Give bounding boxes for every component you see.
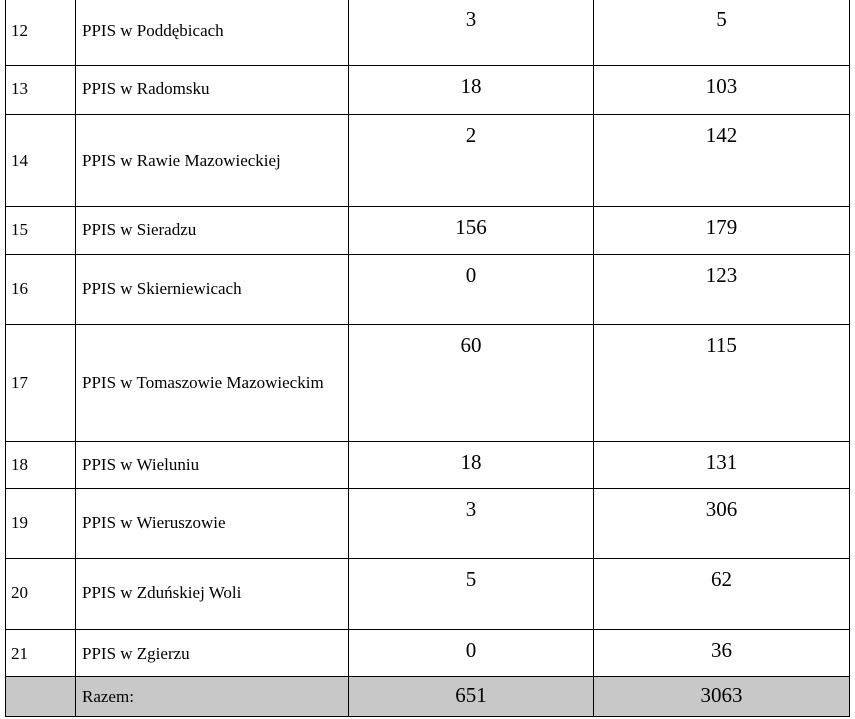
row-value-a: 0 [465, 638, 477, 662]
row-number: 16 [11, 279, 28, 298]
table-row [5, 325, 850, 442]
row-value-b: 123 [705, 263, 738, 287]
row-value-b: 115 [706, 333, 737, 357]
row-number: 14 [11, 151, 28, 170]
row-number: 17 [11, 373, 28, 392]
cell-number [5, 0, 75, 66]
cell-value-b [593, 442, 850, 489]
cell-number [5, 630, 75, 677]
table-row [5, 255, 850, 325]
cell-value-b [593, 559, 850, 630]
row-value-a: 156 [455, 215, 487, 239]
row-value-b: 179 [705, 215, 738, 239]
cell-value-b [593, 115, 850, 207]
cell-value-a [348, 442, 593, 489]
cell-name [75, 677, 348, 717]
row-value-b: 306 [705, 497, 738, 521]
cell-value-b [593, 255, 850, 325]
cell-name [75, 255, 348, 325]
cell-value-a [348, 489, 593, 559]
table-row [5, 442, 850, 489]
row-value-b: 62 [711, 567, 732, 591]
cell-name [75, 0, 348, 66]
row-name: PPIS w Poddębicach [82, 21, 224, 40]
cell-name [75, 630, 348, 677]
cell-name [75, 489, 348, 559]
row-name: PPIS w Radomsku [82, 79, 210, 98]
row-value-a: 18 [460, 450, 482, 474]
cell-name [75, 442, 348, 489]
row-name: PPIS w Wieluniu [82, 455, 200, 474]
cell-value-a [348, 559, 593, 630]
cell-value-a [348, 115, 593, 207]
cell-number [5, 115, 75, 207]
cell-value-b [593, 325, 850, 442]
row-value-a: 2 [465, 123, 477, 147]
cell-number [5, 66, 75, 115]
row-name: PPIS w Rawie Mazowieckiej [82, 151, 281, 170]
table-row [5, 489, 850, 559]
cell-name [75, 559, 348, 630]
total-value-a: 651 [455, 683, 487, 707]
row-number: 21 [11, 644, 28, 663]
row-number: 15 [11, 220, 28, 239]
row-name: PPIS w Skierniewicach [82, 279, 242, 298]
table-row [5, 630, 850, 677]
data-table [5, 0, 850, 717]
row-name: PPIS w Wieruszowie [82, 513, 226, 532]
row-value-b: 36 [711, 638, 732, 662]
cell-number [5, 325, 75, 442]
cell-number [5, 207, 75, 255]
cell-name [75, 207, 348, 255]
table-row [5, 0, 850, 66]
cell-value-a [348, 255, 593, 325]
row-value-a: 0 [465, 263, 477, 287]
total-row [5, 677, 850, 717]
total-value-b: 3063 [700, 683, 743, 707]
cell-number [5, 255, 75, 325]
row-value-a: 3 [465, 7, 477, 31]
row-name: PPIS w Zduńskiej Woli [82, 583, 242, 602]
row-value-b: 5 [716, 7, 727, 31]
row-name: PPIS w Sieradzu [82, 220, 197, 239]
cell-value-b [593, 207, 850, 255]
table-row [5, 207, 850, 255]
row-name: PPIS w Tomaszowie Mazowieckim [82, 373, 324, 392]
cell-value-b [593, 66, 850, 115]
row-value-a: 60 [460, 333, 482, 357]
cell-number [5, 559, 75, 630]
total-label: Razem: [82, 687, 134, 706]
cell-name [75, 325, 348, 442]
row-number: 12 [11, 21, 28, 40]
cell-value-a [348, 677, 593, 717]
row-value-b: 103 [705, 74, 738, 98]
row-number: 18 [11, 455, 28, 474]
cell-value-b [593, 677, 850, 717]
cell-value-b [593, 630, 850, 677]
row-name: PPIS w Zgierzu [82, 644, 190, 663]
cell-name [75, 115, 348, 207]
cell-value-a [348, 325, 593, 442]
cell-number [5, 489, 75, 559]
row-value-a: 18 [460, 74, 482, 98]
cell-value-a [348, 207, 593, 255]
cell-value-a [348, 630, 593, 677]
cell-value-a [348, 0, 593, 66]
table-row [5, 115, 850, 207]
row-value-a: 5 [465, 567, 477, 591]
cell-value-b [593, 0, 850, 66]
cell-value-b [593, 489, 850, 559]
cell-number [5, 442, 75, 489]
table-row [5, 559, 850, 630]
row-number: 19 [11, 513, 28, 532]
row-number: 13 [11, 79, 28, 98]
row-divider [5, 716, 850, 717]
row-value-a: 3 [465, 497, 477, 521]
row-number: 20 [11, 583, 28, 602]
table-row [5, 66, 850, 115]
cell-number [5, 677, 75, 717]
row-value-b: 131 [705, 450, 738, 474]
row-value-b: 142 [705, 123, 738, 147]
cell-name [75, 66, 348, 115]
cell-value-a [348, 66, 593, 115]
